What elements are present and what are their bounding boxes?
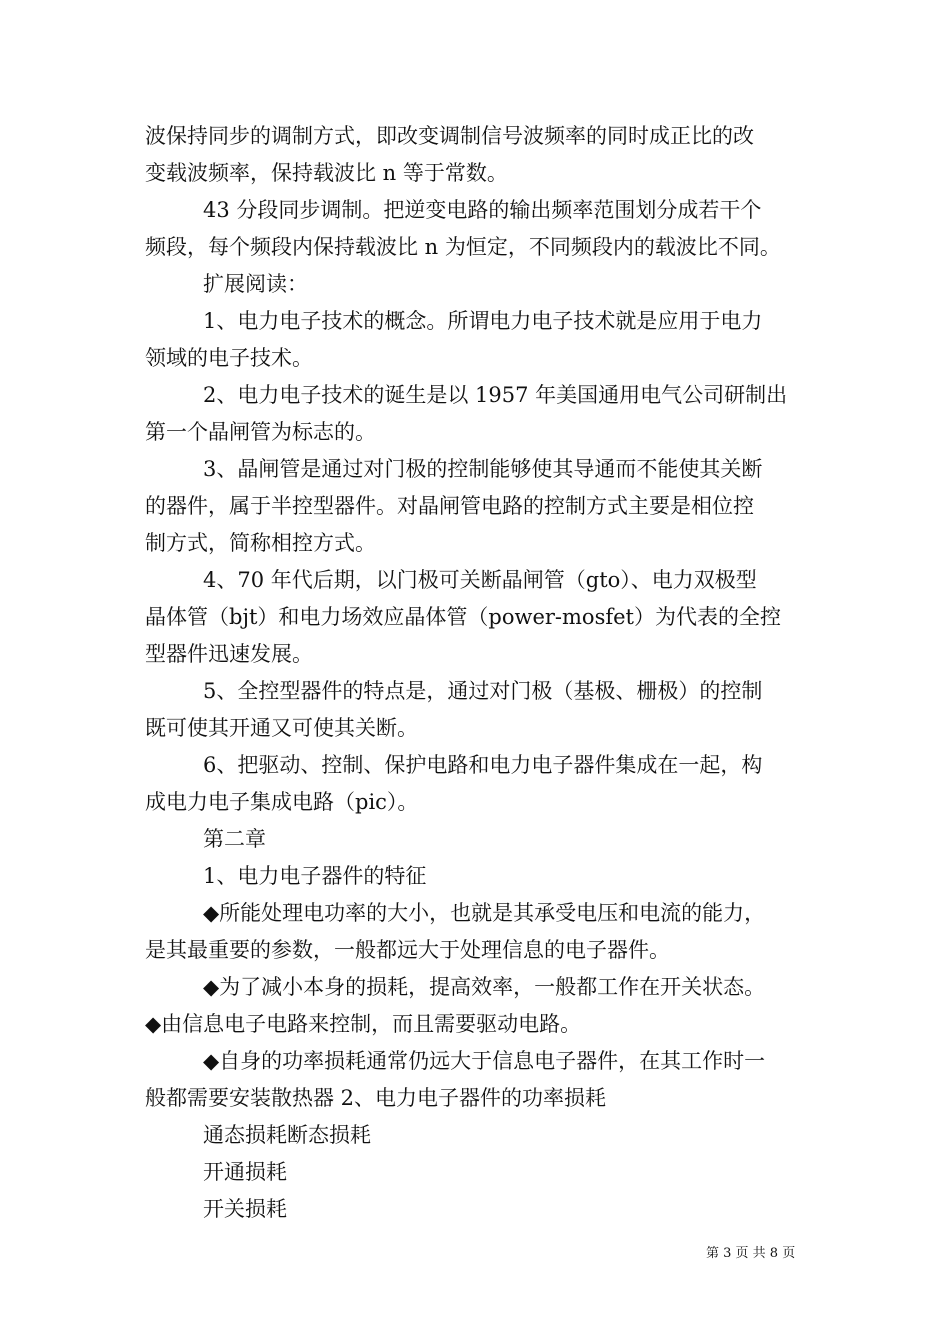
text-line: 2、电力电子技术的诞生是以 1957 年美国通用电气公司研制出 xyxy=(203,383,788,407)
text-line: 开通损耗 xyxy=(203,1160,287,1184)
text-line: 6、把驱动、控制、保护电路和电力电子器件集成在一起，构 xyxy=(203,753,763,777)
text-line: 变载波频率，保持载波比 n 等于常数。 xyxy=(145,161,508,185)
text-line: 领域的电子技术。 xyxy=(145,346,313,370)
text-line: 制方式，简称相控方式。 xyxy=(145,531,376,555)
section-heading: 1、电力电子器件的特征 xyxy=(203,864,427,888)
document-body xyxy=(145,118,810,1228)
chapter-heading: 第二章 xyxy=(203,827,266,851)
text-line: 通态损耗断态损耗 xyxy=(203,1123,371,1147)
text-line: 成电力电子集成电路（pic）。 xyxy=(145,790,419,814)
text-line: 开关损耗 xyxy=(203,1197,287,1221)
text-line: 般都需要安装散热器 2、电力电子器件的功率损耗 xyxy=(145,1086,607,1110)
section-heading: 扩展阅读： xyxy=(203,272,308,296)
text-line: 是其最重要的参数，一般都远大于处理信息的电子器件。 xyxy=(145,938,670,962)
text-line: 1、电力电子技术的概念。所谓电力电子技术就是应用于电力 xyxy=(203,309,763,333)
text-line: 频段，每个频段内保持载波比 n 为恒定，不同频段内的载波比不同。 xyxy=(145,235,781,259)
text-line: 晶体管（bjt）和电力场效应晶体管（power-mosfet）为代表的全控 xyxy=(145,605,781,629)
text-line: 43 分段同步调制。把逆变电路的输出频率范围划分成若干个 xyxy=(203,198,762,222)
text-line: 型器件迅速发展。 xyxy=(145,642,313,666)
text-line: 第一个晶闸管为标志的。 xyxy=(145,420,376,444)
page-number: 第 3 页 共 8 页 xyxy=(706,1246,796,1261)
bullet-line: ◆由信息电子电路来控制，而且需要驱动电路。 xyxy=(145,1012,582,1036)
bullet-line: ◆所能处理电功率的大小，也就是其承受电压和电流的能力， xyxy=(203,901,766,925)
text-line: 的器件，属于半控型器件。对晶闸管电路的控制方式主要是相位控 xyxy=(145,494,754,518)
text-line: 既可使其开通又可使其关断。 xyxy=(145,716,418,740)
bullet-line: ◆自身的功率损耗通常仍远大于信息电子器件，在其工作时一 xyxy=(203,1049,766,1073)
text-line: 3、晶闸管是通过对门极的控制能够使其导通而不能使其关断 xyxy=(203,457,763,481)
bullet-line: ◆为了减小本身的损耗，提高效率，一般都工作在开关状态。 xyxy=(203,975,766,999)
text-line: 4、70 年代后期，以门极可关断晶闸管（gto）、电力双极型 xyxy=(203,568,757,592)
text-line: 波保持同步的调制方式，即改变调制信号波频率的同时成正比的改 xyxy=(145,124,754,148)
text-line: 5、全控型器件的特点是，通过对门极（基极、栅极）的控制 xyxy=(203,679,763,703)
